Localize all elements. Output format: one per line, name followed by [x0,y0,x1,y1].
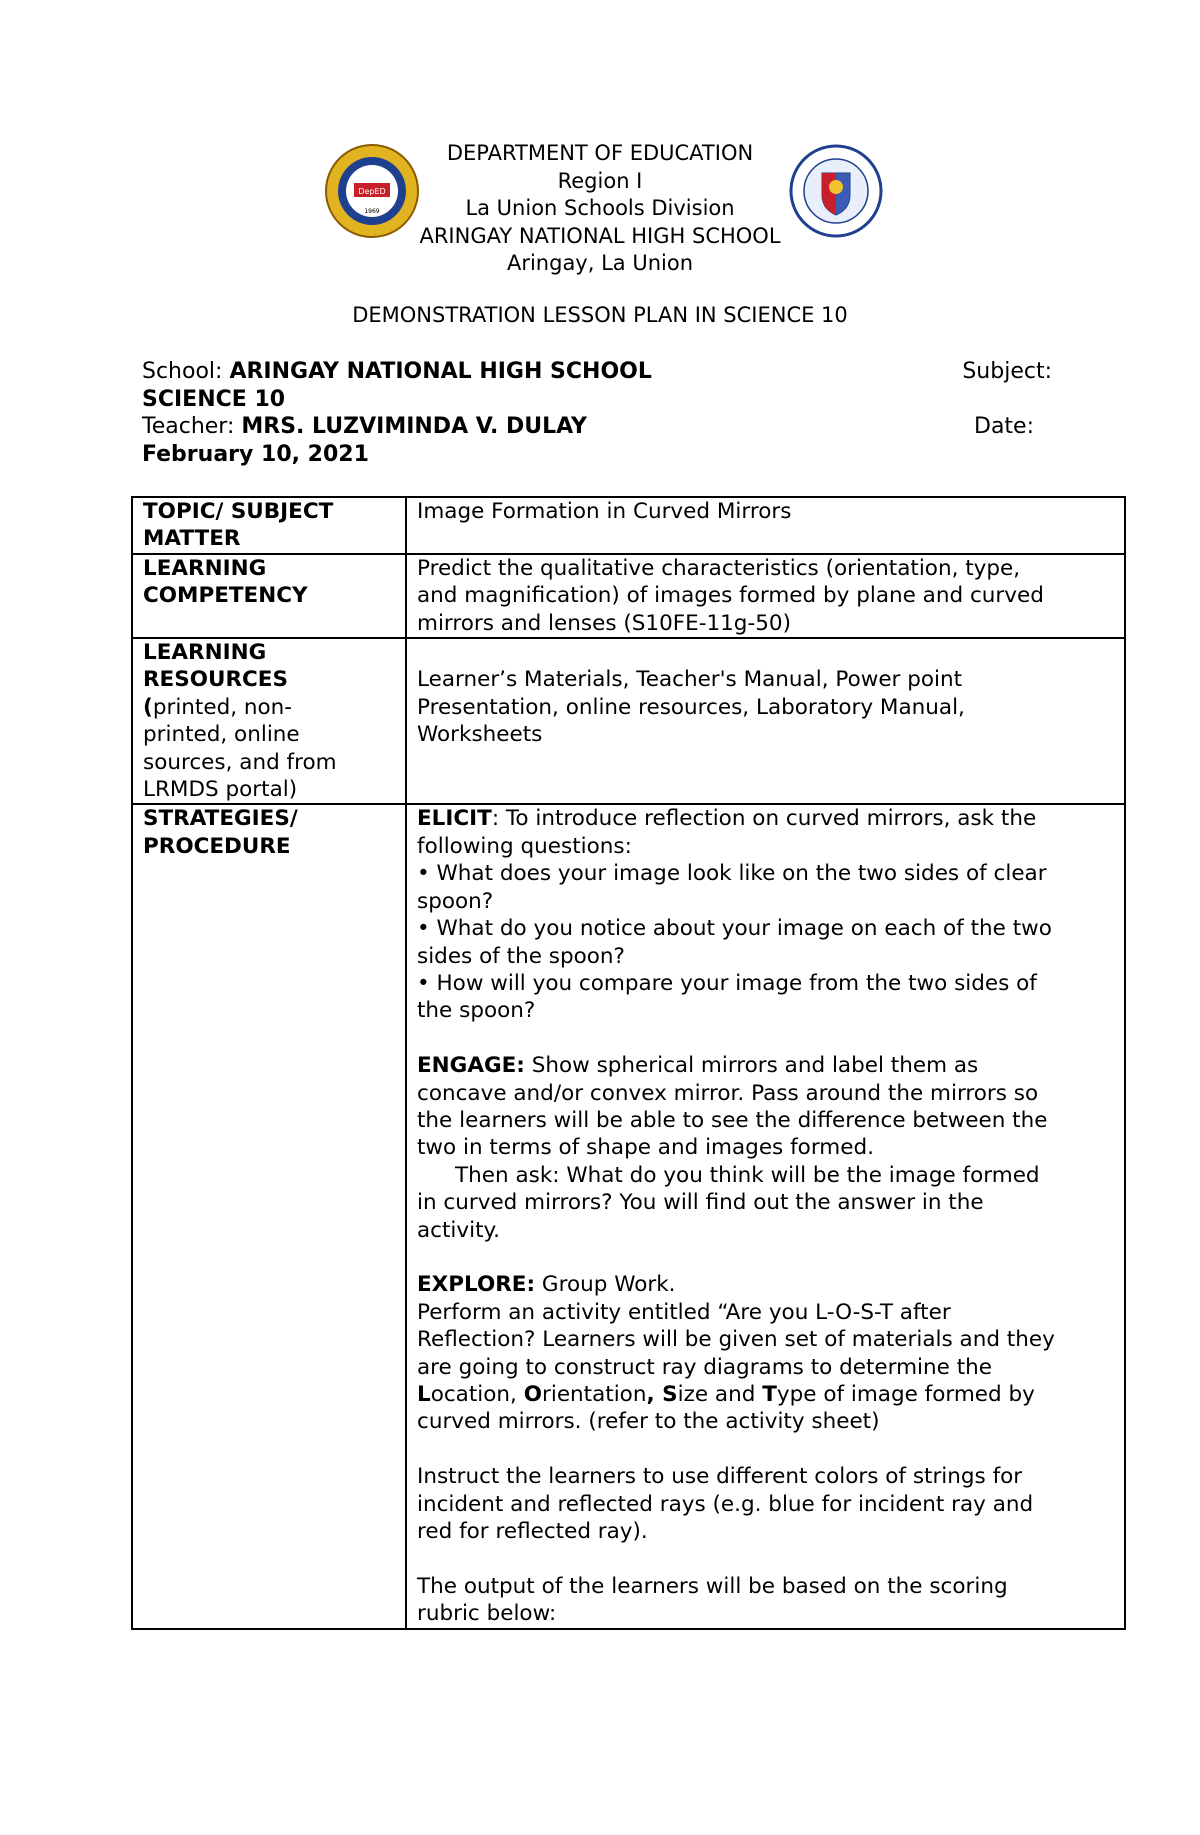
output-section: The output of the learners will be based on the scoring rubric below: [417,1573,1008,1627]
strategies-label: STRATEGIES/ PROCEDURE [132,804,406,1628]
teacher-label: Teacher: [142,414,242,439]
header-region: Region I [557,168,643,193]
school-label: School: [142,359,230,384]
page-title: DEMONSTRATION LESSON PLAN IN SCIENCE 10 [352,303,848,327]
resources-value: Learner’s Materials, Teacher's Manual, Power point Presentation, online resources, Laboratory Manual, Worksheets [406,638,1125,804]
elicit-section: ELICIT: To introduce reflection on curved mirrors, ask the following questions: • What does your image look like on the two sides of clear spoon? • What do you notice about your image on each of the two sides of the spoon? • How will you compare your image from the two sides of the spoon? [417,806,1052,1024]
strategies-value [406,804,1125,1628]
engage-section: ENGAGE: Show spherical mirrors and label them as concave and/or convex mirror. Pass around the mirrors so the learners will be able to see the difference between the two in terms of shape and images formed. Then ask: What do you think will be the image formed in curved mirrors? You will find out the answer in the activity. [417,1053,1048,1243]
lesson-plan-table [131,496,1126,1630]
date-value: February 10, 2021 [142,441,369,467]
header-division: La Union Schools Division [465,196,735,220]
svg-text:DepED: DepED [358,187,386,196]
teacher-value: MRS. LUZVIMINDA V. DULAY [241,414,587,439]
lesson-info [142,358,1052,468]
table-row-competency [132,554,1125,638]
instruct-section: Instruct the learners to use different colors of strings for incident and reflected rays (e.g. blue for incident ray and red for reflected ray). [417,1464,1034,1544]
header-department: DEPARTMENT OF EDUCATION [446,141,754,165]
topic-label: TOPIC/ SUBJECT MATTER [132,497,406,554]
letterhead [0,140,1200,278]
resources-label: LEARNING RESOURCES (printed, non- printed, online sources, and from LRMDS portal) [132,638,406,804]
table-row-topic [132,497,1125,554]
table-row-strategies [132,804,1125,1628]
table-row-resources [132,638,1125,804]
school-value: ARINGAY NATIONAL HIGH SCHOOL [229,359,652,384]
svg-text:1969: 1969 [364,208,380,215]
date-label: Date: [974,414,1034,439]
topic-value: Image Formation in Curved Mirrors [406,497,1125,554]
subject-label: Subject: [962,359,1052,384]
header-address: Aringay, La Union [506,251,694,275]
competency-value: Predict the qualitative characteristics (orientation, type, and magnification) of images formed by plane and curved mirrors and lenses (S10FE-11g-50) [406,554,1125,638]
competency-label: LEARNING COMPETENCY [132,554,406,638]
explore-section: EXPLORE: Group Work. Perform an activity entitled “Are you L-O-S-T after Reflection? Learners will be given set of materials and they are going to construct ray diagrams to determine the Location, Orientation, Size and Type of image formed by curved mirrors. (refer to the activity sheet) [417,1272,1055,1435]
header-school: ARINGAY NATIONAL HIGH SCHOOL [419,223,781,248]
subject-value: SCIENCE 10 [142,386,286,412]
